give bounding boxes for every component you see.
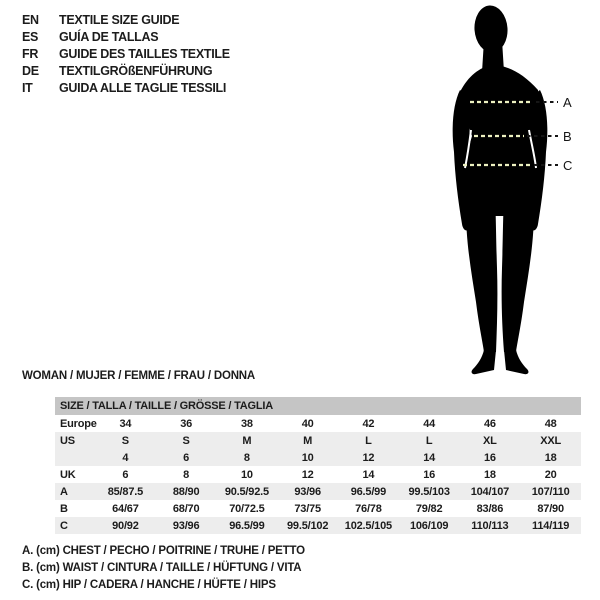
- legend-line: C. (cm) HIP / CADERA / HANCHE / HÜFTE / HIPS: [22, 579, 276, 591]
- marker-label-b: B: [563, 129, 572, 144]
- size-cell: 93/96: [172, 519, 200, 532]
- size-cell: 34: [119, 417, 132, 430]
- row-label: B: [60, 502, 68, 515]
- size-table-header: SIZE / TALLA / TAILLE / GRÖSSE / TAGLIA: [55, 397, 581, 415]
- table-row: [55, 449, 581, 466]
- size-cell: 110/113: [471, 519, 509, 532]
- size-cell: 99.5/103: [408, 485, 450, 498]
- size-cell: 114/119: [532, 519, 570, 532]
- size-cell: 8: [183, 468, 190, 481]
- size-cell: M: [242, 434, 252, 447]
- size-cell: L: [365, 434, 372, 447]
- language-title: GUÍA DE TALLAS: [59, 30, 159, 44]
- size-cell: L: [425, 434, 433, 447]
- size-cell: 38: [240, 417, 253, 430]
- size-cell: 46: [483, 417, 496, 430]
- language-title: TEXTILGRÖßENFÜHRUNG: [59, 64, 213, 78]
- legend-line: A. (cm) CHEST / PECHO / POITRINE / TRUHE / PETTO: [22, 545, 305, 557]
- size-table: [55, 397, 581, 534]
- size-cell: 18: [483, 468, 496, 481]
- measurement-legend: [22, 543, 305, 594]
- size-cell: 107/110: [531, 485, 570, 498]
- language-title: TEXTILE SIZE GUIDE: [59, 13, 180, 27]
- language-title: GUIDA ALLE TAGLIE TESSILI: [59, 81, 227, 95]
- section-title: WOMAN / MUJER / FEMME / FRAU / DONNA: [22, 370, 256, 382]
- size-cell: 96.5/99: [350, 485, 387, 498]
- size-cell: 16: [483, 451, 496, 464]
- size-cell: 76/78: [355, 502, 382, 515]
- size-cell: 99.5/102: [287, 519, 329, 532]
- language-row: [22, 80, 230, 97]
- language-title: GUIDE DES TAILLES TEXTILE: [59, 47, 230, 61]
- size-cell: M: [303, 434, 313, 447]
- size-cell: 88/90: [172, 485, 200, 498]
- size-cell: XXL: [540, 434, 562, 447]
- size-cell: 90.5/92.5: [224, 485, 269, 498]
- row-label: Europe: [60, 417, 97, 430]
- size-cell: 85/87.5: [107, 485, 144, 498]
- size-cell: 12: [301, 468, 314, 481]
- size-cell: 36: [180, 417, 193, 430]
- row-label: UK: [60, 468, 76, 481]
- size-cell: XL: [483, 434, 497, 447]
- table-row: [55, 466, 581, 483]
- size-cell: 83/86: [476, 502, 504, 515]
- language-code: DE: [22, 64, 39, 78]
- marker-label-c: C: [563, 158, 573, 173]
- language-code: ES: [22, 30, 39, 44]
- size-cell: 18: [544, 451, 557, 464]
- size-table-body: [55, 415, 581, 534]
- size-cell: 42: [362, 417, 375, 430]
- size-cell: 44: [423, 417, 436, 430]
- size-cell: 64/67: [112, 502, 139, 515]
- table-row: [55, 500, 581, 517]
- size-cell: 68/70: [172, 502, 200, 515]
- size-cell: 10: [240, 468, 253, 481]
- size-cell: 104/107: [470, 485, 510, 498]
- row-label: C: [60, 519, 68, 532]
- language-code: FR: [22, 47, 39, 61]
- size-cell: 16: [423, 468, 436, 481]
- size-cell: 8: [243, 451, 250, 464]
- size-cell: 73/75: [294, 502, 321, 515]
- language-code: EN: [22, 13, 39, 27]
- table-row: [55, 483, 581, 500]
- language-row: [22, 12, 230, 29]
- language-code: IT: [22, 81, 33, 95]
- size-cell: 40: [301, 417, 314, 430]
- language-row: [22, 29, 230, 46]
- size-cell: 12: [362, 451, 375, 464]
- marker-label-a: A: [563, 95, 572, 110]
- size-cell: 10: [301, 451, 314, 464]
- language-row: [22, 63, 230, 80]
- size-cell: 87/90: [537, 502, 564, 515]
- woman-silhouette-figure: [440, 0, 600, 380]
- row-label: A: [60, 485, 68, 498]
- size-cell: 106/109: [409, 519, 449, 532]
- table-row: [55, 517, 581, 534]
- size-cell: 90/92: [112, 519, 139, 532]
- size-cell: 102.5/105: [344, 519, 392, 532]
- language-title-list: [22, 12, 230, 97]
- woman-silhouette-icon: [440, 0, 600, 380]
- size-cell: 4: [122, 451, 129, 464]
- size-cell: 70/72.5: [229, 502, 265, 515]
- table-row: [55, 432, 581, 449]
- size-cell: 6: [122, 468, 129, 481]
- size-cell: S: [182, 434, 190, 447]
- size-cell: 48: [544, 417, 557, 430]
- size-cell: 14: [423, 451, 436, 464]
- size-cell: 79/82: [415, 502, 443, 515]
- size-cell: 20: [544, 468, 557, 481]
- size-cell: 96.5/99: [229, 519, 265, 532]
- size-cell: 6: [183, 451, 190, 464]
- legend-line: B. (cm) WAIST / CINTURA / TAILLE / HÜFTUNG / VITA: [22, 562, 302, 574]
- table-row: [55, 415, 581, 432]
- language-row: [22, 46, 230, 63]
- row-label: US: [60, 434, 75, 447]
- size-cell: 14: [362, 468, 375, 481]
- size-cell: S: [121, 434, 129, 447]
- size-cell: 93/96: [294, 485, 321, 498]
